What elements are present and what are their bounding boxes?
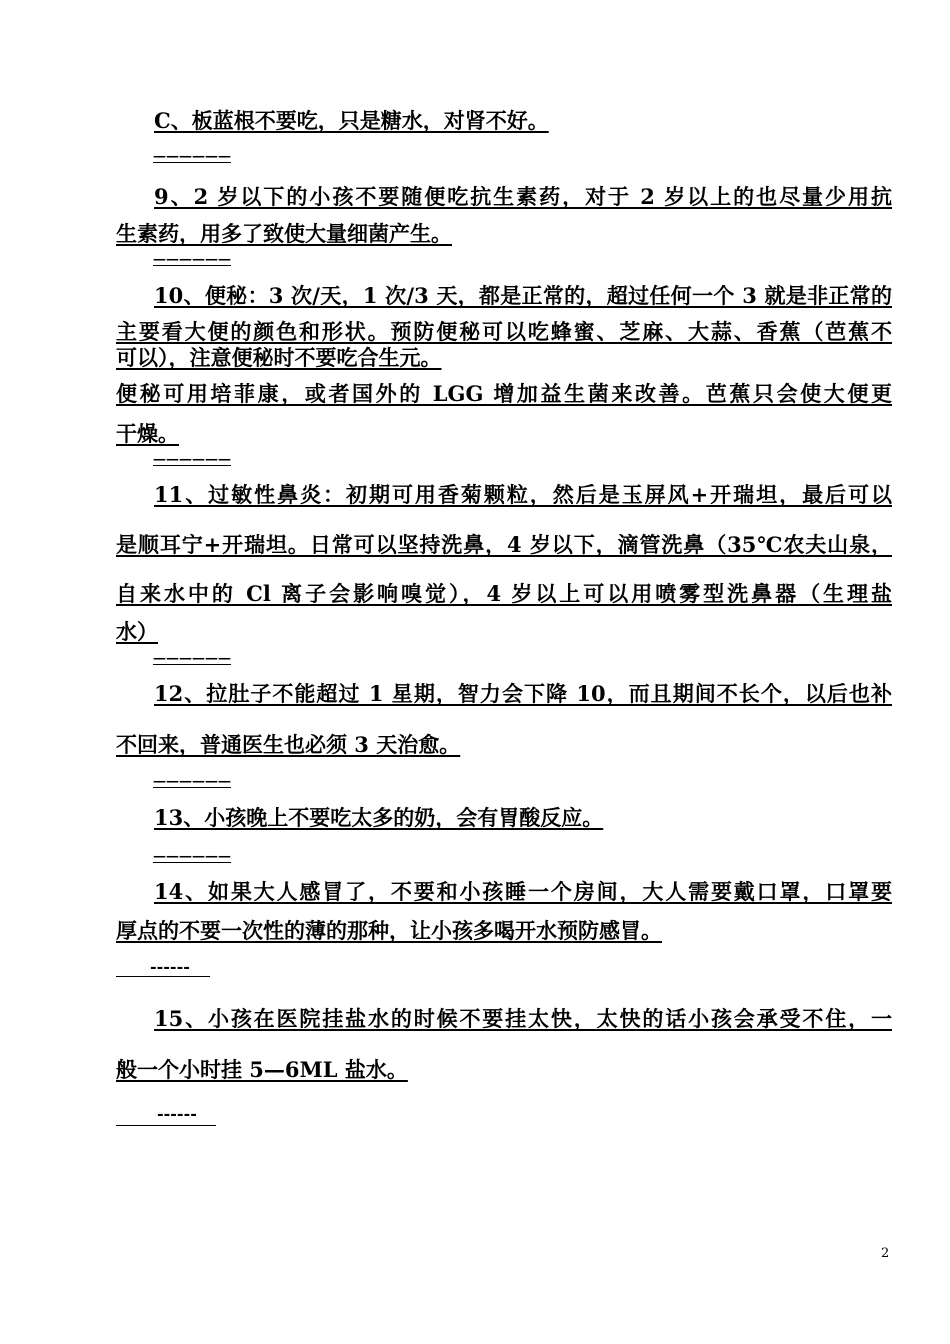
paragraph-line: 可以），注意便秘时不要吃合生元。 [116, 345, 442, 370]
paragraph-line: 水） [116, 619, 158, 644]
paragraph-line: 10、便秘：3 次/天，1 次/3 天，都是正常的，超过任何一个 3 就是非正常的 [154, 283, 892, 308]
paragraph-line: 15、小孩在医院挂盐水的时候不要挂太快，太快的话小孩会承受不住，一 [154, 1006, 892, 1031]
paragraph-line: 主要看大便的颜色和形状。预防便秘可以吃蜂蜜、芝麻、大蒜、香蕉（芭蕉不 [116, 319, 892, 344]
paragraph-line: 生素药，用多了致使大量细菌产生。 [116, 221, 452, 246]
paragraph-line: 般一个小时挂 5—6ML 盐水。 [116, 1057, 408, 1082]
paragraph-line: 9、2 岁以下的小孩不要随便吃抗生素药，对于 2 岁以上的也尽量少用抗 [154, 184, 892, 209]
separator: —————— [153, 651, 231, 666]
separator-underline [116, 976, 210, 977]
paragraph-line: 11、过敏性鼻炎：初期可用香菊颗粒，然后是玉屏风+开瑞坦，最后可以 [154, 482, 892, 507]
paragraph-line: 干燥。 [116, 421, 179, 446]
paragraph-line: C、板蓝根不要吃，只是糖水，对肾不好。 [154, 108, 549, 133]
paragraph-line: 12、拉肚子不能超过 1 星期，智力会下降 10，而且期间不长个，以后也补 [154, 681, 892, 706]
paragraph-line: 14、如果大人感冒了，不要和小孩睡一个房间，大人需要戴口罩，口罩要 [154, 879, 892, 904]
separator-underline [116, 1125, 216, 1126]
paragraph-line: 厚点的不要一次性的薄的那种，让小孩多喝开水预防感冒。 [116, 918, 662, 943]
separator: —————— [153, 452, 231, 467]
paragraph-line: 自来水中的 Cl 离子会影响嗅觉），4 岁以上可以用喷雾型洗鼻器（生理盐 [116, 581, 892, 606]
paragraph-line: 13、小孩晚上不要吃太多的奶，会有胃酸反应。 [154, 805, 604, 830]
separator: —————— [153, 252, 231, 267]
page-number: 2 [881, 1246, 890, 1261]
separator: —————— [153, 149, 231, 164]
separator: —————— [153, 849, 231, 864]
separator: ------ [150, 957, 190, 976]
separator: —————— [153, 774, 231, 789]
paragraph-line: 不回来，普通医生也必须 3 天治愈。 [116, 732, 461, 757]
separator: ------ [157, 1104, 197, 1123]
paragraph-line: 是顺耳宁+开瑞坦。日常可以坚持洗鼻，4 岁以下，滴管洗鼻（35℃农夫山泉， [116, 532, 892, 557]
paragraph-line: 便秘可用培菲康，或者国外的 LGG 增加益生菌来改善。芭蕉只会使大便更 [116, 381, 892, 406]
